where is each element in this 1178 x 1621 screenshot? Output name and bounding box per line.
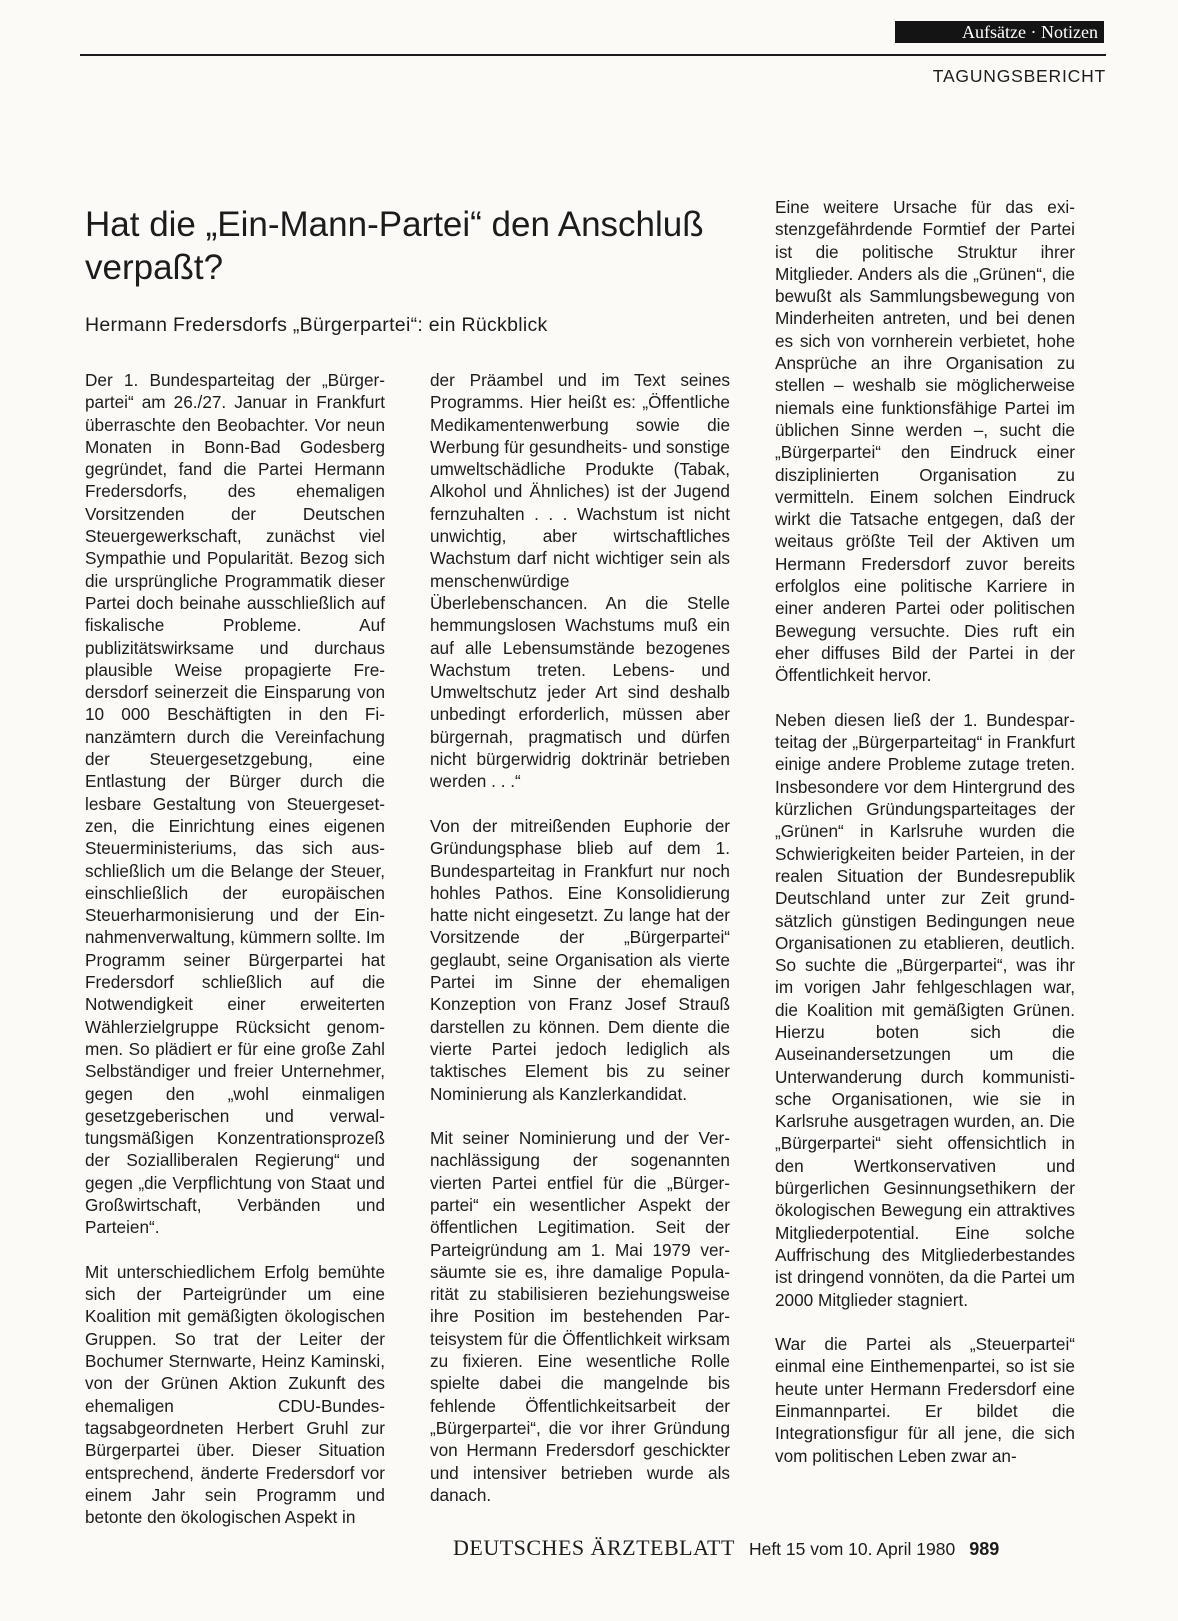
- paragraph: Von der mitreißenden Euphorie der Gründungsphase blieb auf dem 1. Bundesparteitag in Frankfurt nur noch hohles Pathos. Eine Konsolidierung hatte nicht eingesetzt. Zu lange hat der Vorsitzende der „Bürgerpartei“ geglaubt, seine Organisation als vierte Partei im Sinne der ehemaligen Konzeption von Franz Josef Strauß darstellen zu können. Dem diente die vierte Partei jedoch lediglich als taktisches Element bis zu seiner Nominierung als Kanzlerkandidat.: [430, 815, 730, 1104]
- header-rule: [80, 54, 1106, 56]
- section-kicker: TAGUNGSBERICHT: [932, 66, 1106, 86]
- article-column-3: [775, 196, 1075, 1467]
- paragraph: Mit unterschiedlichem Erfolg bemühte sich der Parteigründer um eine Koalition mit gemäßigten ökologischen Gruppen. So trat der Leiter der Bochumer Sternwarte, Heinz Kaminski, von der Grünen Aktion Zukunft des ehemaligen CDU-Bundestagsabgeordneten Herbert Gruhl zur Bürgerpartei über. Dieser Situation entsprechend, änderte Fredersdorf vor einem Jahr sein Programm und betonte den ökologischen Aspekt in: [85, 1261, 385, 1528]
- article-title: Hat die „Ein-Mann-Partei“ den Anschluß verpaßt?: [85, 205, 704, 287]
- article-column-1: [85, 369, 385, 1528]
- section-badge: Aufsätze · Notizen: [895, 21, 1104, 43]
- paragraph: Eine weitere Ursache für das existenzgefährdende Formtief der Partei ist die politische Struktur ihrer Mitglieder. Anders als die „Grünen“, die bewußt als Sammlungsbewegung von Minderheiten antreten, und bei denen es sich von vornherein verbietet, hohe Ansprüche an ihre Organisation zu stellen – weshalb sie möglicherweise niemals eine funktionsfähige Partei im üblichen Sinne werden –, sucht die „Bürgerpartei“ den Eindruck einer disziplinierten Organisation zu vermitteln. Einem solchen Eindruck wirkt die Tatsache entgegen, daß der weitaus größte Teil der Aktiven um Hermann Fredersdorf zuvor bereits erfolglos eine politische Karriere in einer anderen Partei oder politischen Bewegung versuchte. Dies ruft ein eher diffuses Bild der Partei in der Öffentlichkeit hervor.: [775, 197, 1075, 686]
- paragraph: Neben diesen ließ der 1. Bundesparteitag der „Bürgerparteitag“ in Frankfurt einige andere Probleme zutage treten. Insbesondere vor dem Hintergrund des kürzlichen Gründungsparteitages der „Grünen“ in Karlsruhe wurden die Schwierigkeiten beider Parteien, in der realen Situation der Bundesrepublik Deutschland unter zur Zeit grundsätzlich günstigen Bedingungen neue Organisationen zu etablieren, deutlich. So suchte die „Bürgerpartei“, was ihr im vorigen Jahr fehlgeschlagen war, die Koalition mit gemäßigten Grünen. Hierzu boten sich die Auseinandersetzungen um die Unterwanderung durch kommunistische Organisationen, wie sie in Karlsruhe ausgetragen wurden, an. Die „Bürgerpartei“ sieht offensichtlich in den Wertkonservativen und bürgerlichen Gesinnungsethikern der ökologischen Bewegung ein attraktives Mitgliederpotential. Eine solche Auffrischung des Mitgliederbestandes ist dringend vonnöten, da die Partei um 2000 Mitglieder stagniert.: [775, 709, 1075, 1310]
- paragraph: Der 1. Bundesparteitag der „Bürgerpartei“ am 26./27. Januar in Frankfurt überraschte den Beobachter. Vor neun Monaten in Bonn-Bad Godesberg gegründet, fand die Partei Hermann Fredersdorfs, des ehemaligen Vorsitzenden der Deutschen Steuergewerkschaft, zunächst viel Sympathie und Popularität. Bezog sich die ursprüngliche Programmatik dieser Partei doch beinahe ausschließlich auf fiskalische Probleme. Auf publizitätswirksame und durchaus plausible Weise propagierte Fredersdorf seinerzeit die Einsparung von 10 000 Beschäftigten in den Finanzämtern durch die Vereinfachung der Steuergesetzgebung, eine Entlastung der Bürger durch die lesbare Gestaltung von Steuergesetzen, die Einrichtung eines eigenen Steuerministeriums, das sich ausschließlich um die Belange der Steuer, einschließlich der europäischen Steuerharmonisierung und der Einnahmenverwaltung, kümmern sollte. Im Programm seiner Bürgerpartei hat Fredersdorf schließlich auf die Notwendigkeit einer erweiterten Wählerzielgruppe Rücksicht genommen. So plädiert er für eine große Zahl Selbständiger und freier Unternehmer, gegen den „wohl einmaligen gesetzgeberischen und verwaltungsmäßigen Konzentrationsprozeß der Sozialliberalen Regierung“ und gegen „die Verpflichtung von Staat und Großwirtschaft, Verbänden und Parteien“.: [85, 370, 385, 1238]
- issue-info: Heft 15 vom 10. April 1980: [748, 1539, 956, 1559]
- paragraph: der Präambel und im Text seines Programms. Hier heißt es: „Öffentliche Medikamentenwerbung sowie die Werbung für gesundheits- und sonstige umweltschädliche Produkte (Tabak, Alkohol und Ähnliches) ist der Jugend fernzuhalten . . . Wachstum ist nicht unwichtig, aber wirtschaftliches Wachstum darf nicht wichtiger sein als menschenwürdige Überlebenschancen. An die Stelle hemmungslosen Wachstums muß ein auf alle Lebensumstände bezogenes Wachstum treten. Lebens- und Umweltschutz jeder Art sind deshalb unbedingt erforderlich, müssen aber bürgernah, pragmatisch und dürfen nicht bürgerwidrig doktrinär betrieben werden . . .“: [430, 370, 730, 792]
- journal-name: DEUTSCHES ÄRZTEBLATT: [453, 1535, 735, 1560]
- page-footer: [453, 1535, 999, 1561]
- article-subtitle: Hermann Fredersdorfs „Bürgerpartei“: ein Rückblick: [85, 314, 548, 336]
- article-column-2: [430, 369, 730, 1506]
- paragraph: War die Partei als „Steuerpartei“ einmal eine Einthemenpartei, so ist sie heute unter Hermann Fredersdorf eine Einmannpartei. Er bildet die Integrationsfigur für all jene, die sich vom politischen Leben zwar an-: [775, 1334, 1075, 1466]
- page-number: 989: [969, 1539, 1000, 1559]
- paragraph: Mit seiner Nominierung und der Vernachlässigung der sogenannten vierten Partei entfiel für die „Bürgerpartei“ ein wesentlicher Aspekt der öffentlichen Legitimation. Seit der Parteigründung am 1. Mai 1979 versäumte sie es, ihre damalige Popularität zu stabilisieren beziehungsweise ihre Position im bestehenden Parteisystem für die Öffentlichkeit wirksam zu fixieren. Eine wesentliche Rolle spielte dabei die mangelnde bis fehlende Öffentlichkeitsarbeit der „Bürgerpartei“, die vor ihrer Gründung von Hermann Fredersdorf geschickter und intensiver betrieben wurde als danach.: [430, 1128, 730, 1505]
